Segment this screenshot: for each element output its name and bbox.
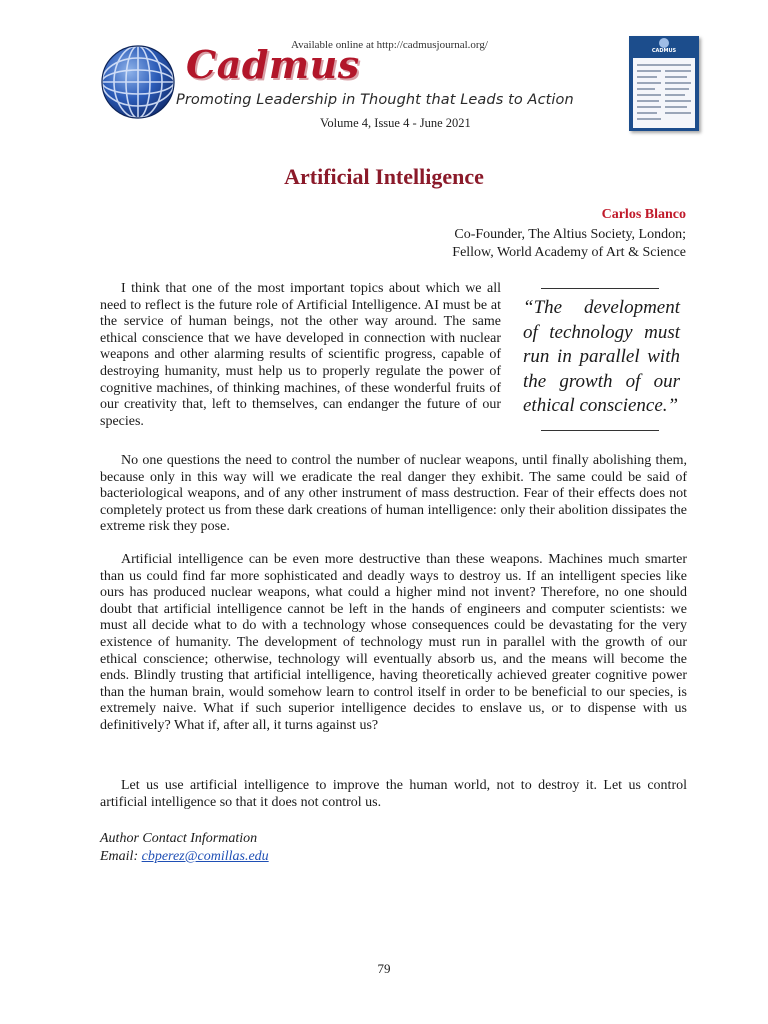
pull-quote-rule-top: [541, 288, 659, 289]
article-title: Artificial Intelligence: [284, 164, 484, 189]
cover-title: CADMUS: [651, 48, 677, 54]
journal-cover-thumbnail: [629, 36, 699, 131]
availability-line: Available online at http://cadmusjournal.org/: [291, 39, 488, 51]
author-name: Carlos Blanco: [601, 207, 686, 222]
author-affiliation-1: Co-Founder, The Altius Society, London;: [454, 227, 686, 242]
body-paragraph-3: Artificial intelligence can be even more destructive than these weapons. Machines much smarter than us could find far more sophisticated and deadly ways to destroy us. If an intelligent species like ours has produced nuclear weapons, what could a higher mind not invent? Therefore, no one should doubt that artificial intelligence cannot be left in the hands of engineers and computer scientists: we must all decide what to do with a technology whose consequences could be devastating for the very existence of humanity. The development of technology must run in parallel with the growth of our ethical conscience; otherwise, technology will eventually absorb us, and the means will become the ends. Blindly trusting that artificial intelligence, having theoretically achieved greater cognitive power than the human brain, would somehow learn to control itself in order to be beneficial to our species, is extremely naive. What if such superior intelligence decides to enslave us, or to dispense with us definitively? What if, after all, it turns against us?: [100, 552, 687, 733]
contact-heading: Author Contact Information: [100, 831, 258, 846]
journal-tagline: Promoting Leadership in Thought that Leads to Action: [176, 92, 574, 108]
pull-quote-rule-bottom: [541, 430, 659, 431]
globe-logo-icon: [100, 44, 176, 120]
pull-quote: “The development of technology must run in parallel with the growth of our ethical conscience.”: [523, 297, 680, 416]
page-number: 79: [377, 961, 391, 976]
journal-brand-logo: Cadmus: [186, 42, 360, 87]
body-paragraph-4: Let us use artificial intelligence to improve the human world, not to destroy it. Let us control artificial intelligence so that it does not control us.: [100, 778, 687, 810]
body-paragraph-2: No one questions the need to control the number of nuclear weapons, until finally abolishing them, because only in this way will we eradicate the real danger they exhibit. The same could be said of bacteriological weapons, and of any other instrument of mass destruction. Fear of their effects does not completely protect us from these dark creations of human intelligence: only their abolition dissipates the extreme risk they pose.: [100, 453, 687, 535]
volume-issue: Volume 4, Issue 4 - June 2021: [320, 116, 471, 130]
contact-email-row: [100, 849, 269, 865]
body-paragraph-1: I think that one of the most important topics about which we all need to reflect is the future role of Artificial Intelligence. AI must be at the service of human beings, not the other way around. The same ethical conscience that we have developed in connection with nuclear weapons and other alarming results of scientific progress, capable of destroying humanity, must help us to properly regulate the power of cognitive machines, of thinking machines, of these wonderful fruits of our creativity that, left to themselves, can endanger the future of our species.: [100, 281, 501, 429]
email-label: Email:: [100, 849, 142, 864]
author-email-link[interactable]: cbperez@comillas.edu: [141, 849, 269, 864]
author-affiliation-2: Fellow, World Academy of Art & Science: [452, 245, 686, 260]
cover-globe-icon: [659, 38, 669, 48]
